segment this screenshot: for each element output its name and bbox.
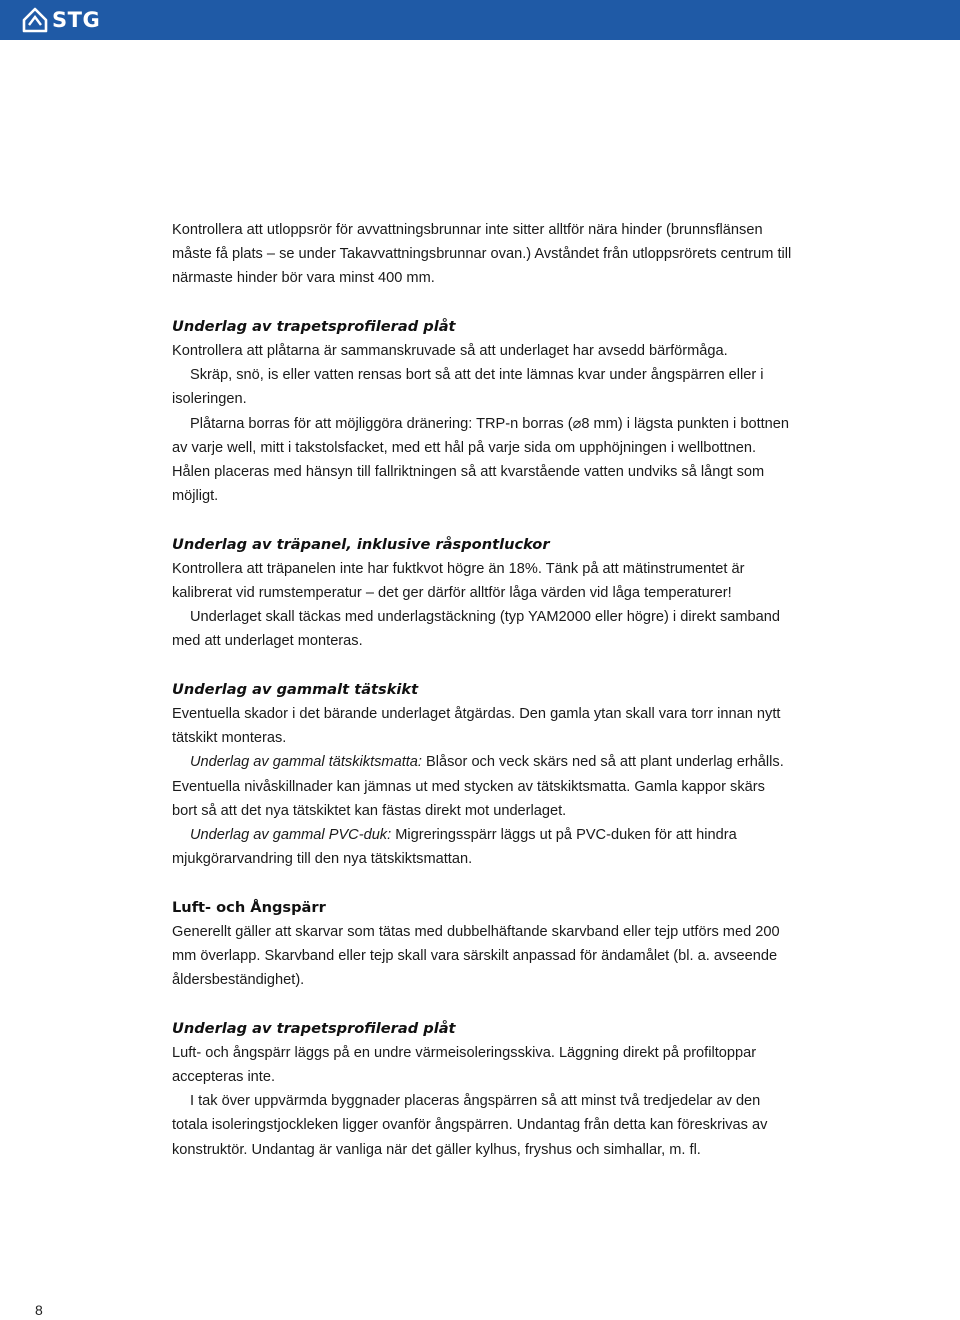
section-heading-trapanel: Underlag av träpanel, inklusive råspontluckor <box>172 535 550 553</box>
header-bar <box>0 0 960 40</box>
subheading-tatskiktsmatta: Underlag av gammal tätskiktsmatta: <box>190 754 422 771</box>
brand-name: STG <box>52 8 101 32</box>
section-heading-luft: Luft- och Ångspärr <box>172 898 326 916</box>
paragraph: Luft- och ångspärr läggs på en undre värmeisoleringsskiva. Läggning direkt på profiltoppar accepteras inte. <box>172 1044 757 1086</box>
paragraph: I tak över uppvärmda byggnader placeras ångspärren så att minst två tredjedelar av den totala isoleringstjockleken ligger ovanför ångspärren. Undantag från detta kan föreskrivas av konstruktör. Undantag är vanliga när det gäller kylhus, fryshus och simhallar, m. fl. <box>172 1093 768 1158</box>
stg-logo[interactable] <box>22 5 100 35</box>
paragraph: Skräp, snö, is eller vatten rensas bort så att det inte lämnas kvar under ångspärren eller i isoleringen. <box>172 367 764 408</box>
page-number: 8 <box>35 1302 43 1318</box>
paragraph-text: Migreringsspärr läggs ut på PVC-duken för att hindra mjukgörarvandring till den nya tätskiktsmattan. <box>172 827 737 868</box>
paragraph: Plåtarna borras för att möjliggöra dränering: TRP-n borras (⌀8 mm) i lägsta punkten i bottnen av varje well, mitt i takstolsfacket, med ett hål på varje sida om upphöjningen i wellbottnen. Hålen placeras med hänsyn till fallriktningen så att kvarstående vatten undviks så långt som möjligt. <box>172 415 790 505</box>
document-body <box>172 218 792 1162</box>
section-heading-trapets: Underlag av trapetsprofilerad plåt <box>172 317 456 335</box>
intro-paragraph: Kontrollera att utloppsrör för avvattningsbrunnar inte sitter alltför nära hinder (brunnsflänsen måste få plats – se under Takavvattningsbrunnar ovan.) Avståndet från utloppsrörets centrum till närmaste hinder bör vara minst 400 mm. <box>172 222 792 287</box>
paragraph: Underlaget skall täckas med underlagstäckning (typ YAM2000 eller högre) i direkt samband med att underlaget monteras. <box>172 609 781 650</box>
section-heading-trapets-2: Underlag av trapetsprofilerad plåt <box>172 1019 456 1037</box>
section-heading-gammalt: Underlag av gammalt tätskikt <box>172 680 419 698</box>
paragraph-text: Blåsor och veck skärs ned så att plant underlag erhålls. Eventuella nivåskillnader kan jämnas ut med stycken av tätskiktsmatta. Gamla kappor skärs bort så att det nya tätskiktet kan fästas direkt mot underlaget. <box>172 754 784 819</box>
paragraph <box>172 823 792 871</box>
paragraph: Kontrollera att träpanelen inte har fuktkvot högre än 18%. Tänk på att mätinstrumentet är kalibrerat vid rumstemperatur – det ger därför alltför låga värden vid låga temperaturer! <box>172 560 745 602</box>
paragraph: Generellt gäller att skarvar som tätas med dubbelhäftande skarvband eller tejp utförs med 200 mm överlapp. Skarvband eller tejp skall vara särskilt anpassad för ändamålet (bl. a. avseende åldersbeständighet). <box>172 923 780 989</box>
stg-house-logo-icon <box>22 7 48 33</box>
paragraph: Kontrollera att plåtarna är sammanskruvade så att underlaget har avsedd bärförmåga. <box>172 343 728 359</box>
paragraph: Eventuella skador i det bärande underlaget åtgärdas. Den gamla ytan skall vara torr innan nytt tätskikt monteras. <box>172 706 781 747</box>
subheading-pvc-duk: Underlag av gammal PVC-duk: <box>190 827 392 844</box>
paragraph <box>172 750 792 823</box>
